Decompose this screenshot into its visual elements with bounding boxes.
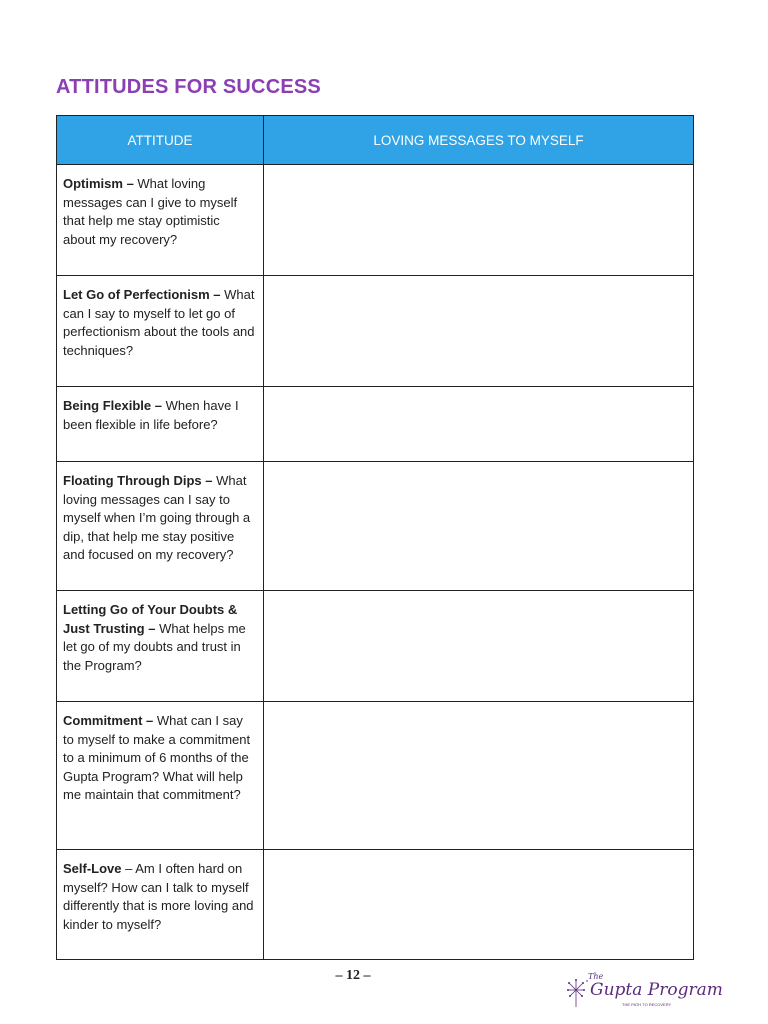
attitude-prompt — [57, 276, 264, 387]
attitude-label: Let Go of Perfectionism – — [63, 287, 221, 302]
attitude-prompt — [57, 387, 264, 462]
attitude-question: What loving messages can I say to myself when I’m going through a dip, that help me stay positive and focused on my recovery? — [63, 473, 251, 562]
attitude-label: Self-Love — [63, 861, 122, 876]
attitude-prompt — [57, 165, 264, 276]
logo-tagline: THE PATH TO RECOVERY — [622, 1002, 672, 1007]
table-row — [57, 702, 694, 850]
attitude-prompt — [57, 462, 264, 591]
logo-name-text: Gupta Program — [590, 980, 723, 1000]
attitude-label: Being Flexible – — [63, 398, 162, 413]
table-row — [57, 850, 694, 960]
header-attitude: ATTITUDE — [57, 116, 264, 165]
header-loving-messages: LOVING MESSAGES TO MYSELF — [264, 116, 694, 165]
dandelion-icon — [566, 978, 590, 1008]
attitude-label: Commitment – — [63, 713, 154, 728]
table-row — [57, 165, 694, 276]
attitude-prompt — [57, 850, 264, 960]
attitude-prompt — [57, 702, 264, 850]
attitude-question: – Am I often hard on myself? How can I talk to myself differently that is more loving and kinder to myself? — [63, 861, 254, 932]
page-title: ATTITUDES FOR SUCCESS — [56, 76, 321, 98]
attitude-question: What helps me let go of my doubts and trust in the Program? — [63, 620, 246, 673]
answer-cell[interactable] — [264, 387, 694, 462]
gupta-program-logo — [566, 972, 723, 1012]
attitude-label: Letting Go of Your Doubts & Just Trusting – — [63, 602, 238, 636]
answer-cell[interactable] — [264, 850, 694, 960]
attitude-prompt — [57, 591, 264, 702]
table-header-row — [57, 116, 694, 165]
table-row — [57, 276, 694, 387]
answer-cell[interactable] — [264, 276, 694, 387]
attitude-label: Floating Through Dips – — [63, 473, 213, 488]
logo-the-text: The — [588, 972, 604, 981]
answer-cell[interactable] — [264, 702, 694, 850]
answer-cell[interactable] — [264, 165, 694, 276]
answer-cell[interactable] — [264, 462, 694, 591]
attitude-question: What can I say to myself to let go of perfectionism about the tools and techniques? — [63, 287, 255, 358]
attitude-question: What loving messages can I give to myself that help me stay optimistic about my recovery? — [63, 176, 238, 247]
attitudes-table — [56, 115, 694, 960]
table-row — [57, 387, 694, 462]
attitude-question: What can I say to myself to make a commitment to a minimum of 6 months of the Gupta Program? What will help me maintain that commitment? — [63, 713, 251, 802]
page-number: – 12 – — [335, 968, 371, 983]
table-row — [57, 591, 694, 702]
answer-cell[interactable] — [264, 591, 694, 702]
table-row — [57, 462, 694, 591]
attitude-question: When have I been flexible in life before? — [63, 398, 239, 432]
attitude-label: Optimism – — [63, 176, 134, 191]
